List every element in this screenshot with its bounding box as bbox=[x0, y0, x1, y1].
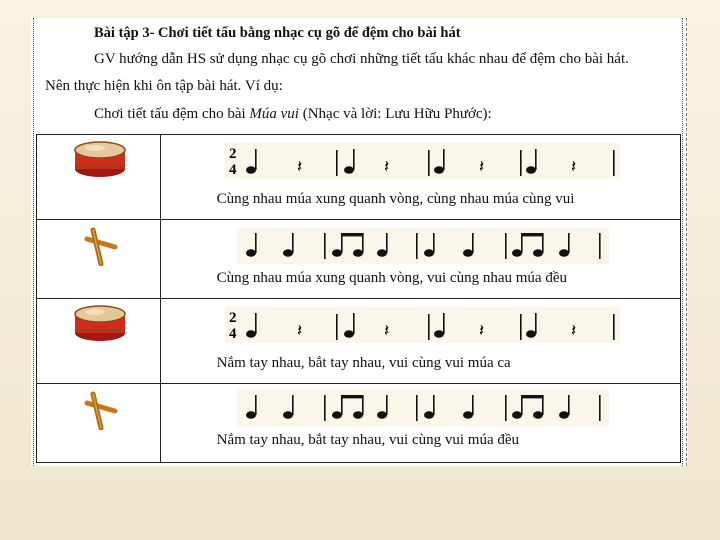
barline bbox=[416, 395, 418, 421]
quarter-note bbox=[344, 313, 355, 338]
barline bbox=[336, 314, 338, 340]
quarter-note bbox=[246, 233, 257, 257]
instrument-cell bbox=[37, 384, 161, 463]
barline bbox=[505, 395, 507, 421]
slide bbox=[31, 18, 688, 466]
rhythm-row bbox=[37, 135, 681, 220]
drum-icon bbox=[73, 139, 127, 179]
rhythm-cell bbox=[160, 220, 680, 299]
rhythm-cell bbox=[160, 299, 680, 384]
rhythm-notation bbox=[225, 143, 620, 179]
quarter-note bbox=[283, 395, 294, 419]
right-margin-line-outer bbox=[686, 18, 687, 466]
example-prefix: Chơi tiết tấu đệm cho bài bbox=[94, 106, 250, 122]
barline bbox=[416, 233, 418, 259]
drum-icon bbox=[73, 303, 127, 343]
quarter-note bbox=[344, 149, 355, 174]
rhythm-cell bbox=[160, 135, 680, 220]
quarter-rest: 𝄽 bbox=[570, 321, 576, 341]
quarter-note bbox=[559, 233, 570, 257]
quarter-note bbox=[246, 395, 257, 419]
eighth-note-pair bbox=[512, 233, 544, 257]
time-signature-bottom: 4 bbox=[228, 162, 237, 178]
time-signature-top: 2 bbox=[228, 146, 237, 162]
barline bbox=[428, 150, 430, 176]
instrument-cell bbox=[37, 135, 161, 220]
example-line bbox=[94, 106, 492, 123]
barline bbox=[324, 395, 326, 421]
rhythm-row bbox=[37, 384, 681, 463]
barline bbox=[599, 233, 601, 259]
barline bbox=[599, 395, 601, 421]
quarter-note bbox=[526, 313, 537, 338]
rhythm-notation bbox=[237, 390, 609, 426]
quarter-note bbox=[424, 233, 435, 257]
quarter-note bbox=[424, 395, 435, 419]
rhythm-row bbox=[37, 220, 681, 299]
quarter-note bbox=[377, 395, 388, 419]
rhythm-notation bbox=[225, 307, 620, 343]
quarter-rest: 𝄽 bbox=[383, 321, 389, 341]
song-title: Múa vui bbox=[249, 106, 299, 122]
quarter-note bbox=[246, 149, 257, 174]
quarter-rest: 𝄽 bbox=[296, 321, 302, 341]
quarter-note bbox=[526, 149, 537, 174]
rhythm-notation bbox=[237, 228, 609, 264]
eighth-note-pair bbox=[332, 233, 364, 257]
example-suffix: (Nhạc và lời: Lưu Hữu Phước): bbox=[298, 106, 492, 122]
barline bbox=[505, 233, 507, 259]
lyric-line: Nắm tay nhau, bắt tay nhau, vui cùng vui múa ca bbox=[216, 355, 511, 371]
sticks-icon bbox=[79, 390, 119, 430]
time-signature-top: 2 bbox=[228, 310, 237, 326]
time-signature-bottom: 4 bbox=[228, 326, 237, 342]
rhythm-cell bbox=[160, 384, 680, 463]
quarter-note bbox=[463, 233, 474, 257]
lyric-line: Cùng nhau múa xung quanh vòng, vui cùng nhau múa đều bbox=[216, 270, 567, 286]
instrument-cell bbox=[37, 299, 161, 384]
barline bbox=[520, 150, 522, 176]
eighth-note-pair bbox=[512, 395, 544, 419]
quarter-note bbox=[434, 149, 445, 174]
quarter-rest: 𝄽 bbox=[478, 157, 484, 177]
barline bbox=[336, 150, 338, 176]
quarter-note bbox=[434, 313, 445, 338]
barline bbox=[520, 314, 522, 340]
right-margin-line bbox=[682, 18, 683, 466]
quarter-rest: 𝄽 bbox=[383, 157, 389, 177]
quarter-rest: 𝄽 bbox=[570, 157, 576, 177]
quarter-rest: 𝄽 bbox=[478, 321, 484, 341]
quarter-rest: 𝄽 bbox=[296, 157, 302, 177]
lyric-line: Nắm tay nhau, bắt tay nhau, vui cùng vui múa đều bbox=[216, 432, 520, 448]
left-margin-line bbox=[33, 18, 34, 466]
lyric-line: Cùng nhau múa xung quanh vòng, cùng nhau múa cùng vui bbox=[216, 191, 575, 207]
exercise-title: Bài tập 3- Chơi tiết tấu bằng nhạc cụ gõ để đệm cho bài hát bbox=[94, 25, 461, 41]
instruction-line-1: GV hướng dẫn HS sử dụng nhạc cụ gõ chơi những tiết tấu khác nhau để đệm cho bài hát. bbox=[94, 51, 629, 67]
barline bbox=[428, 314, 430, 340]
quarter-note bbox=[377, 233, 388, 257]
quarter-note bbox=[283, 233, 294, 257]
eighth-note-pair bbox=[332, 395, 364, 419]
quarter-note bbox=[463, 395, 474, 419]
barline bbox=[613, 314, 615, 340]
quarter-note bbox=[559, 395, 570, 419]
instruction-line-2: Nên thực hiện khi ôn tập bài hát. Ví dụ: bbox=[45, 78, 283, 94]
rhythm-row bbox=[37, 299, 681, 384]
instrument-cell bbox=[37, 220, 161, 299]
barline bbox=[613, 150, 615, 176]
sticks-icon bbox=[79, 226, 119, 266]
rhythm-table bbox=[36, 134, 681, 463]
barline bbox=[324, 233, 326, 259]
quarter-note bbox=[246, 313, 257, 338]
